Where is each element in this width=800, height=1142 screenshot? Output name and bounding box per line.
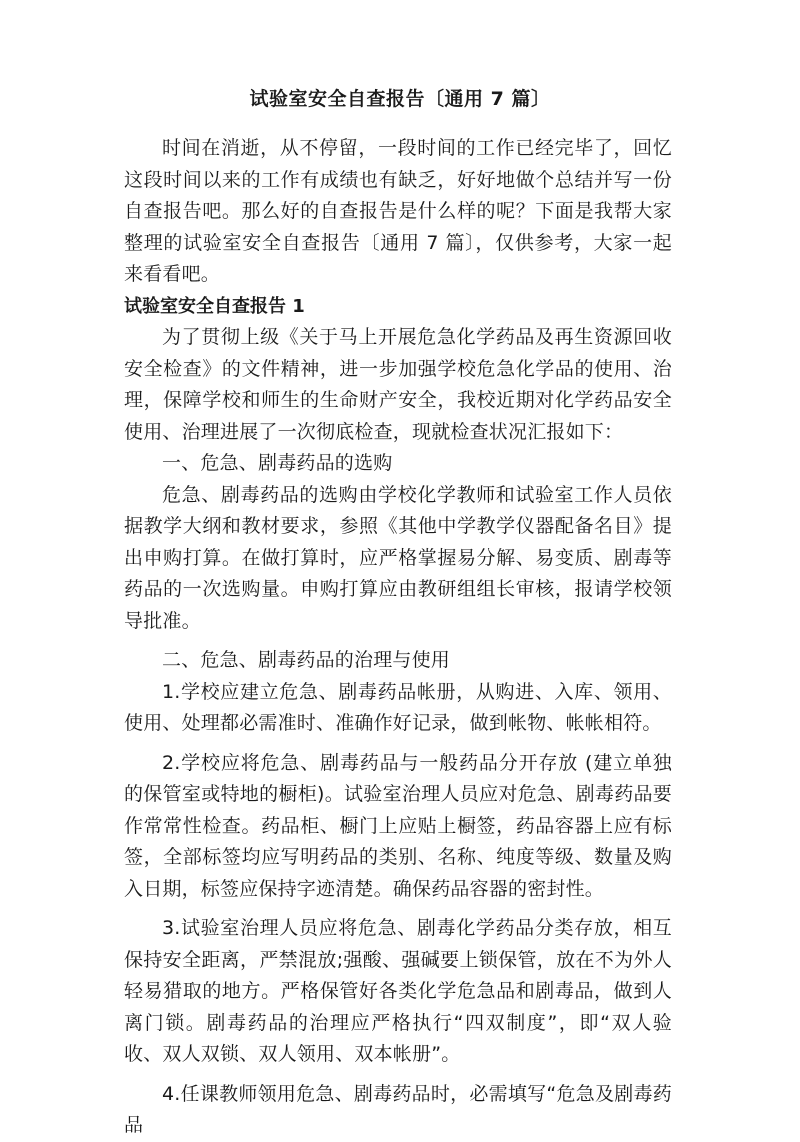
- section-heading: 试验室安全自查报告 1: [124, 295, 305, 317]
- document-title: 试验室安全自查报告〔通用 7 篇〕: [249, 88, 551, 110]
- paragraph: 3.试验室治理人员应将危急、剧毒化学药品分类存放，相互保持安全距离，严禁混放;强酸、强碱要上锁保管，放在不为外人轻易猎取的地方。严格保管好各类化学危急品和剧毒品，做到人离门锁。剧毒药品的治理应严格执行“四双制度”，即“双人验收、双人双锁、双人领用、双本帐册”。: [124, 917, 672, 1065]
- paragraph: 4.任课教师领用危急、剧毒药品时，必需填写“危急及剧毒药品: [124, 1082, 672, 1136]
- subheading-paragraph: 二、危急、剧毒药品的治理与使用: [162, 649, 451, 671]
- paragraph: 危急、剧毒药品的选购由学校化学教师和试验室工作人员依据教学大纲和教材要求，参照《其他中学教学仪器配备名目》提出申购打算。在做打算时，应严格掌握易分解、易变质、剧毒等药品的一次选购量。申购打算应由教研组组长审核，报请学校领导批准。: [124, 483, 672, 632]
- intro-paragraph: 时间在消逝，从不停留，一段时间的工作已经完毕了，回忆这段时间以来的工作有成绩也有缺乏，好好地做个总结并写一份自查报告吧。那么好的自查报告是什么样的呢？下面是我帮大家整理的试验室安全自查报告〔通用 7 篇〕，仅供参考，大家一起来看看吧。: [124, 137, 672, 285]
- document-body: [124, 133, 672, 1142]
- paragraph: 1.学校应建立危急、剧毒药品帐册，从购进、入库、领用、使用、处理都必需准时、准确作好记录，做到帐物、帐帐相符。: [124, 680, 672, 734]
- subheading-paragraph: 一、危急、剧毒药品的选购: [162, 452, 393, 474]
- paragraph: 为了贯彻上级《关于马上开展危急化学药品及再生资源回收安全检查》的文件精神，进一步加强学校危急化学品的使用、治理，保障学校和师生的生命财产安全，我校近期对化学药品安全使用、治理进展了一次彻底检查，现就检查状况汇报如下：: [124, 326, 672, 443]
- paragraph: 2.学校应将危急、剧毒药品与一般药品分开存放 (建立单独的保管室或特地的橱柜)。试验室治理人员应对危急、剧毒药品要作常常性检查。药品柜、橱门上应贴上橱签，药品容器上应有标签，全部标签均应写明药品的类别、名称、纯度等级、数量及购入日期，标签应保持字迹清楚。确保药品容器的密封性。: [124, 751, 672, 900]
